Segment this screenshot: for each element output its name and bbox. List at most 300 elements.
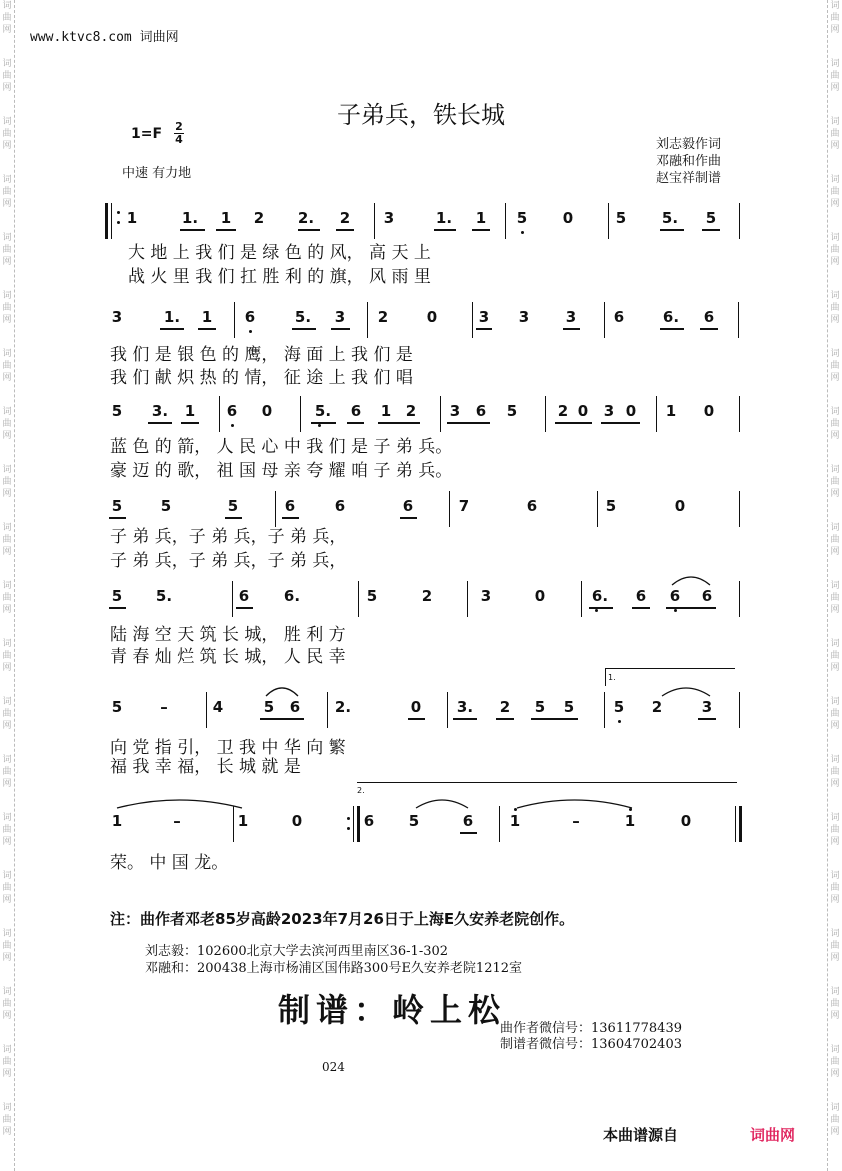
note: 3 [480, 587, 492, 605]
note: – [173, 812, 181, 830]
watermark-glyph: 网 [830, 1011, 840, 1021]
underline [311, 422, 336, 424]
watermark-glyph: 词 [2, 59, 12, 69]
barline [545, 396, 546, 432]
barline [472, 302, 473, 338]
note: 2 [377, 308, 389, 326]
watermark-glyph: 网 [2, 199, 12, 209]
note: 5 [615, 209, 627, 227]
watermark-glyph: 曲 [2, 361, 12, 371]
note: 5 [613, 698, 625, 716]
lyricist-credit: 刘志毅作词 [656, 137, 722, 152]
watermark-glyph: 网 [830, 779, 840, 789]
note: 3 [518, 308, 530, 326]
note: 0 [680, 812, 692, 830]
watermark-glyph: 词 [2, 523, 12, 533]
watermark-glyph: 词 [2, 175, 12, 185]
watermark-gap [828, 1138, 842, 1160]
underline [476, 328, 492, 330]
watermark-glyph: 曲 [2, 13, 12, 23]
note: 6 [669, 587, 681, 605]
arranger-wechat: 制谱者微信号：13604702403 [500, 1037, 682, 1052]
note: 5 [506, 402, 518, 420]
watermark-glyph: 词 [2, 465, 12, 475]
arranger-credit: 赵宝祥制谱 [656, 171, 722, 186]
song-title: 子弟兵，铁长城 [337, 101, 505, 129]
watermark-glyph: 词 [830, 59, 840, 69]
watermark-glyph: 网 [830, 547, 840, 557]
watermark-glyph: 网 [830, 199, 840, 209]
watermark-glyph: 词 [2, 117, 12, 127]
octave-dot [521, 231, 524, 234]
watermark-glyph: 曲 [830, 883, 840, 893]
watermark-glyph: 网 [830, 373, 840, 383]
watermark-glyph: 曲 [830, 941, 840, 951]
lyric-line: 豪 迈 的 歌， 祖 国 母 亲 夸 耀 咱 子 弟 兵。 [110, 461, 453, 481]
underline [660, 328, 684, 330]
underline [700, 328, 718, 330]
note: 0 [291, 812, 303, 830]
note: 0 [577, 402, 589, 420]
barline-thick [357, 806, 360, 842]
watermark-glyph: 词 [2, 1045, 12, 1055]
watermark-glyph: 网 [830, 605, 840, 615]
underline [298, 229, 320, 231]
watermark-gap [828, 1080, 842, 1102]
barline [234, 302, 235, 338]
watermark-gap [828, 790, 842, 812]
watermark-glyph: 词 [830, 1103, 840, 1113]
watermark-glyph: 曲 [2, 767, 12, 777]
watermark-glyph: 词 [830, 871, 840, 881]
lyric-line: 陆 海 空 天 筑 长 城， 胜 利 方 [110, 625, 346, 645]
watermark-glyph: 曲 [2, 883, 12, 893]
note: 3 [478, 308, 490, 326]
barline [367, 302, 368, 338]
address-composer: 邓融和：200438上海市杨浦区国伟路300号E久安养老院1212室 [145, 961, 523, 976]
underline [148, 422, 172, 424]
watermark-glyph: 词 [830, 755, 840, 765]
watermark-gap [828, 384, 842, 406]
volta-line [357, 782, 737, 783]
lyric-line: 我 们 是 银 色 的 鹰， 海 面 上 我 们 是 [110, 345, 413, 365]
note: 2 [339, 209, 351, 227]
watermark-glyph: 词 [830, 117, 840, 127]
watermark-glyph: 网 [2, 779, 12, 789]
note: 2 [421, 587, 433, 605]
watermark-glyph: 词 [830, 1045, 840, 1055]
barline [581, 581, 582, 617]
watermark-glyph: 曲 [2, 651, 12, 661]
key-signature: 1=F [131, 126, 163, 142]
watermark-gap [828, 326, 842, 348]
underline [109, 607, 126, 609]
watermark-glyph: 网 [830, 141, 840, 151]
watermark-glyph: 曲 [2, 825, 12, 835]
barline [735, 806, 736, 842]
barline [449, 491, 450, 527]
note: 5 [705, 209, 717, 227]
watermark-glyph: 词 [830, 291, 840, 301]
volta-second-label: 2. [357, 786, 365, 795]
watermark-glyph: 曲 [2, 303, 12, 313]
note: 5 [534, 698, 546, 716]
watermark-gap [0, 906, 14, 928]
underline [589, 607, 613, 609]
note: 6. [283, 587, 301, 605]
underline [109, 517, 126, 519]
watermark-glyph: 词 [2, 233, 12, 243]
note: 1 [220, 209, 232, 227]
barline [739, 581, 740, 617]
barline [327, 692, 328, 728]
watermark-glyph: 词 [2, 639, 12, 649]
slur [266, 684, 298, 698]
watermark-glyph: 词 [830, 349, 840, 359]
barline [739, 396, 740, 432]
barline [374, 203, 375, 239]
barline [206, 692, 207, 728]
note: 6. [591, 587, 609, 605]
octave-dot [249, 330, 252, 333]
barline [232, 581, 233, 617]
underline [378, 422, 420, 424]
watermark-glyph: 曲 [2, 1057, 12, 1067]
barline [353, 806, 354, 842]
watermark-glyph: 曲 [830, 535, 840, 545]
watermark-gap [828, 732, 842, 754]
watermark-glyph: 曲 [830, 303, 840, 313]
note: 5. [294, 308, 312, 326]
watermark-glyph: 网 [830, 721, 840, 731]
watermark-glyph: 词 [830, 929, 840, 939]
watermark-glyph: 网 [830, 1127, 840, 1137]
watermark-glyph: 词 [830, 987, 840, 997]
composer-wechat: 曲作者微信号：13611778439 [500, 1021, 682, 1036]
barline [739, 692, 740, 728]
watermark-gap [828, 848, 842, 870]
watermark-glyph: 曲 [2, 477, 12, 487]
watermark-glyph: 网 [830, 431, 840, 441]
watermark-glyph: 曲 [830, 1057, 840, 1067]
note: 2. [334, 698, 352, 716]
note: 6 [238, 587, 250, 605]
arranger-signature: 制谱：岭上松 [278, 991, 507, 1029]
barline [300, 396, 301, 432]
watermark-glyph: 曲 [830, 245, 840, 255]
note: 3 [449, 402, 461, 420]
watermark-glyph: 曲 [830, 477, 840, 487]
underline [400, 517, 417, 519]
watermark-gap [0, 1080, 14, 1102]
watermark-glyph: 曲 [830, 651, 840, 661]
watermark-glyph: 词 [2, 697, 12, 707]
watermark-glyph: 网 [830, 489, 840, 499]
note: 3 [565, 308, 577, 326]
watermark-glyph: 曲 [830, 129, 840, 139]
watermark-glyph: 词 [2, 755, 12, 765]
watermark-glyph: 词 [830, 465, 840, 475]
watermark-glyph: 词 [2, 1, 12, 11]
underline [555, 422, 592, 424]
underline [531, 718, 578, 720]
note: 6 [613, 308, 625, 326]
underline [496, 718, 514, 720]
note: 5. [155, 587, 173, 605]
note: 6 [462, 812, 474, 830]
underline [434, 229, 456, 231]
note: 1 [665, 402, 677, 420]
note: 7 [458, 497, 470, 515]
note: 5 [408, 812, 420, 830]
watermark-glyph: 网 [830, 83, 840, 93]
watermark-gap [828, 964, 842, 986]
tie [117, 796, 242, 810]
watermark-glyph: 曲 [2, 999, 12, 1009]
watermark-gap [0, 790, 14, 812]
underline [282, 517, 299, 519]
barline [656, 396, 657, 432]
barline [440, 396, 441, 432]
note: 2 [499, 698, 511, 716]
note: 6 [402, 497, 414, 515]
underline [160, 328, 184, 330]
watermark-glyph: 网 [2, 721, 12, 731]
watermark-glyph: 曲 [830, 13, 840, 23]
note: 1 [475, 209, 487, 227]
underline [702, 229, 720, 231]
watermark-gap [0, 268, 14, 290]
note: 0 [410, 698, 422, 716]
watermark-glyph: 曲 [2, 245, 12, 255]
lyric-line: 大 地 上 我 们 是 绿 色 的 风， 高 天 上 [128, 243, 431, 263]
barline [499, 806, 500, 842]
watermark-gap [828, 268, 842, 290]
watermark-glyph: 曲 [830, 1115, 840, 1125]
underline [260, 718, 304, 720]
watermark-glyph: 曲 [830, 419, 840, 429]
note: 6 [226, 402, 238, 420]
underline [292, 328, 316, 330]
note: 3 [334, 308, 346, 326]
octave-dot [674, 609, 677, 612]
watermark-glyph: 词 [830, 233, 840, 243]
underline [601, 422, 640, 424]
watermark-glyph: 曲 [830, 825, 840, 835]
underline [198, 328, 216, 330]
right-watermark-strip [827, 0, 842, 1171]
note: 0 [534, 587, 546, 605]
lyric-line: 福 我 幸 福， 长 城 就 是 [110, 757, 301, 777]
note: – [572, 812, 580, 830]
underline [563, 328, 580, 330]
time-signature: 2 4 [175, 120, 183, 146]
slur [416, 796, 468, 810]
underline [180, 229, 205, 231]
watermark-glyph: 网 [2, 489, 12, 499]
watermark-glyph: 词 [830, 407, 840, 417]
underline [453, 718, 477, 720]
note: 5 [563, 698, 575, 716]
note: 3 [383, 209, 395, 227]
watermark-gap [828, 36, 842, 58]
watermark-glyph: 网 [2, 315, 12, 325]
note: 3 [111, 308, 123, 326]
barline [604, 692, 605, 728]
tie [517, 796, 632, 810]
watermark-glyph: 网 [2, 373, 12, 383]
underline [181, 422, 199, 424]
watermark-glyph: 曲 [2, 419, 12, 429]
watermark-gap [828, 1022, 842, 1044]
underline [460, 832, 477, 834]
octave-dot [318, 424, 321, 427]
octave-dot [117, 211, 120, 214]
note: 3. [456, 698, 474, 716]
watermark-glyph: 词 [830, 175, 840, 185]
watermark-gap [828, 674, 842, 696]
watermark-glyph: 网 [830, 25, 840, 35]
volta-hook [605, 668, 606, 686]
watermark-glyph: 曲 [830, 709, 840, 719]
watermark-glyph: 曲 [2, 709, 12, 719]
underline [236, 607, 253, 609]
page-number: 024 [322, 1060, 345, 1074]
note: 3 [603, 402, 615, 420]
note: 6. [662, 308, 680, 326]
watermark-glyph: 词 [830, 523, 840, 533]
octave-dot [618, 720, 621, 723]
watermark-gap [828, 558, 842, 580]
watermark-glyph: 网 [830, 315, 840, 325]
address-lyricist: 刘志毅：102600北京大学去滨河西里南区36-1-302 [145, 944, 449, 959]
watermark-glyph: 词 [2, 581, 12, 591]
watermark-glyph: 曲 [2, 941, 12, 951]
barline-thick [739, 806, 742, 842]
slur [662, 684, 710, 698]
barline [604, 302, 605, 338]
lyric-line: 子 弟 兵，子 弟 兵，子 弟 兵， [110, 551, 347, 571]
watermark-glyph: 曲 [2, 1115, 12, 1125]
octave-dot [347, 827, 350, 830]
watermark-gap [828, 616, 842, 638]
note: 6 [284, 497, 296, 515]
watermark-gap [0, 848, 14, 870]
watermark-gap [0, 616, 14, 638]
lyric-line: 我 们 献 炽 热 的 情， 征 途 上 我 们 唱 [110, 368, 413, 388]
watermark-glyph: 曲 [830, 999, 840, 1009]
note: 5 [516, 209, 528, 227]
watermark-gap [828, 152, 842, 174]
watermark-glyph: 词 [2, 813, 12, 823]
barline [738, 302, 739, 338]
lyric-line: 子 弟 兵，子 弟 兵，子 弟 兵， [110, 527, 347, 547]
note: 1 [111, 812, 123, 830]
tempo-marking: 中速 有力地 [122, 166, 192, 181]
source-brand-link[interactable]: 词曲网 [750, 1126, 796, 1144]
watermark-glyph: 曲 [2, 593, 12, 603]
watermark-glyph: 曲 [830, 361, 840, 371]
underline [698, 718, 716, 720]
note: 1 [237, 812, 249, 830]
note: 6 [635, 587, 647, 605]
note: 0 [426, 308, 438, 326]
watermark-gap [0, 558, 14, 580]
watermark-gap [0, 442, 14, 464]
watermark-glyph: 网 [2, 547, 12, 557]
note: 0 [625, 402, 637, 420]
note: 2 [651, 698, 663, 716]
watermark-glyph: 词 [2, 349, 12, 359]
watermark-glyph: 词 [2, 1103, 12, 1113]
watermark-glyph: 曲 [830, 71, 840, 81]
underline [666, 607, 716, 609]
watermark-gap [0, 674, 14, 696]
barline [467, 581, 468, 617]
lyric-line: 向 党 指 引， 卫 我 中 华 向 繁 [110, 738, 346, 758]
volta-line [605, 668, 735, 669]
note: 5 [111, 402, 123, 420]
note: 1. [163, 308, 181, 326]
underline [347, 422, 364, 424]
barline [111, 203, 112, 239]
note: 5 [366, 587, 378, 605]
watermark-gap [0, 210, 14, 232]
watermark-glyph: 词 [2, 291, 12, 301]
note: 6 [703, 308, 715, 326]
watermark-gap [0, 732, 14, 754]
watermark-gap [0, 1022, 14, 1044]
note: 1 [126, 209, 138, 227]
watermark-gap [0, 384, 14, 406]
octave-dot [347, 817, 350, 820]
composer-credit: 邓融和作曲 [656, 154, 722, 169]
note: – [160, 698, 168, 716]
watermark-gap [0, 152, 14, 174]
underline [225, 517, 242, 519]
slur [672, 573, 710, 587]
barline [505, 203, 506, 239]
barline [447, 692, 448, 728]
note: 0 [562, 209, 574, 227]
footnote: 注：曲作者邓老85岁高龄2023年7月26日于上海E久安养老院创作。 [110, 910, 575, 928]
note: 0 [261, 402, 273, 420]
underline [660, 229, 684, 231]
watermark-glyph: 词 [2, 871, 12, 881]
note: 5. [661, 209, 679, 227]
watermark-glyph: 词 [830, 581, 840, 591]
note: 2 [253, 209, 265, 227]
barline [358, 581, 359, 617]
underline [632, 607, 650, 609]
watermark-gap [0, 1138, 14, 1160]
note: 5 [111, 698, 123, 716]
watermark-glyph: 词 [2, 987, 12, 997]
note: 5 [111, 587, 123, 605]
watermark-glyph: 词 [830, 697, 840, 707]
note: 6 [334, 497, 346, 515]
note: 6 [244, 308, 256, 326]
site-header[interactable]: www.ktvc8.com 词曲网 [30, 30, 179, 45]
note: 6 [526, 497, 538, 515]
note: 4 [212, 698, 224, 716]
watermark-glyph: 网 [2, 83, 12, 93]
watermark-glyph: 网 [830, 1069, 840, 1079]
watermark-glyph: 曲 [830, 767, 840, 777]
watermark-glyph: 词 [830, 639, 840, 649]
watermark-glyph: 曲 [2, 129, 12, 139]
watermark-gap [0, 964, 14, 986]
